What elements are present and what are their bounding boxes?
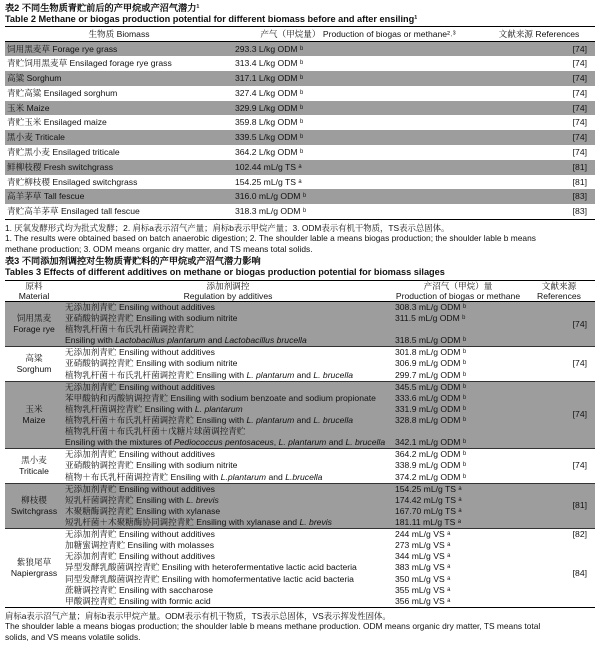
regulation-cell: 植物乳杆菌＋布氏乳杆菌＋戊糖片球菌调控青贮 xyxy=(65,426,246,437)
table-row xyxy=(5,313,595,324)
table-row xyxy=(5,573,595,584)
table-row xyxy=(5,528,595,540)
regulation-cell: 亚硝酸钠调控青贮 Ensiling with sodium nitrite xyxy=(65,460,238,471)
material-en: Maize xyxy=(22,414,46,425)
production-cell: 333.6 mL/g ODM ᵇ xyxy=(395,392,467,403)
table2-header-references: 文献来源 References xyxy=(498,28,580,39)
regulation-cell: 无添加剂青贮 Ensiling without additives xyxy=(65,302,215,312)
reference-cell: [81] xyxy=(572,176,587,187)
table3-header-material-cn: 原料 xyxy=(25,281,43,291)
production-cell: 339.5 L/kg ODM ᵇ xyxy=(235,132,304,143)
production-cell: 344 mL/g VS ᵃ xyxy=(395,551,451,562)
table3-caption-en: Tables 3 Effects of different additives on methane or biogas production potential for biomass silages xyxy=(5,267,445,277)
table2-footnote-cn: 1. 厌氧发酵形式均为批式发酵；2. 肩标a表示沼气产量；肩标b表示甲烷产量；3. ODM表示有机干物质，TS表示总固体。 xyxy=(5,222,450,233)
table-row xyxy=(5,517,595,529)
regulation-cell: 木聚糖酶调控青贮 Ensiling with xylanase xyxy=(65,505,221,516)
table-row xyxy=(5,71,595,86)
table3-header-references-cn: 文献来源 xyxy=(541,281,577,291)
material-cell xyxy=(5,347,63,381)
production-cell: 355 mL/g VS ᵃ xyxy=(395,584,451,595)
table3-header-production-cn: 产沼气（甲烷）量 xyxy=(423,281,493,291)
material-cn: 玉米 xyxy=(25,403,43,414)
production-cell: 244 mL/g VS ᵃ xyxy=(395,528,451,539)
regulation-cell: 无添加剂青贮 Ensiling without additives xyxy=(65,528,215,539)
biomass-cell: 玉米 Maize xyxy=(7,102,50,113)
table-row xyxy=(5,42,595,57)
material-cell xyxy=(5,528,63,607)
table-row xyxy=(5,324,595,335)
table-row xyxy=(5,437,595,449)
material-en: Napiergrass xyxy=(10,567,58,578)
regulation-cell: 无添加剂青贮 Ensiling without additives xyxy=(65,449,215,460)
production-cell: 167.70 mL/g TS ᵃ xyxy=(395,505,462,516)
table-row xyxy=(5,540,595,551)
table3-header-regulation-cn: 添加剂调控 xyxy=(206,281,250,291)
production-cell: 383 mL/g VS ᵃ xyxy=(395,562,451,573)
table-row xyxy=(5,370,595,382)
production-cell: 356 mL/g VS ᵃ xyxy=(395,595,451,606)
material-cell xyxy=(5,381,63,449)
reference-cell: [74] xyxy=(572,102,587,113)
material-en: Forage rye xyxy=(13,324,55,335)
table-row xyxy=(5,130,595,145)
regulation-cell: 加糖蜜调控青贮 Ensiling with molasses xyxy=(65,539,214,550)
table2-body xyxy=(5,42,595,220)
material-en: Triticale xyxy=(19,465,49,476)
biomass-cell: 青贮柳枝稷 Ensilaged switchgrass xyxy=(7,176,138,187)
regulation-cell: 异型发酵乳酸菌调控青贮 Ensiling with heterofermentative lactic acid bacteria xyxy=(65,562,357,573)
production-cell: 174.42 mL/g TS ᵃ xyxy=(395,494,462,505)
production-cell: 364.2 L/kg ODM ᵇ xyxy=(235,146,304,157)
table3-header-production xyxy=(393,281,523,302)
regulation-cell: 无添加剂青贮 Ensiling without additives xyxy=(65,483,215,494)
table3-header-regulation-en: Regulation by additives xyxy=(183,291,273,301)
regulation-cell: 甲酸调控青贮 Ensiling with formic acid xyxy=(65,595,211,606)
table3-body xyxy=(5,302,595,608)
table3-header-production-en: Production of biogas or methane xyxy=(395,291,521,301)
biomass-cell: 青贮黑小麦 Ensilaged triticale xyxy=(7,146,120,157)
table2-header-biomass: 生物质 Biomass xyxy=(88,28,150,39)
production-cell: 301.8 mL/g ODM ᵇ xyxy=(395,347,467,358)
regulation-cell: 短乳杆菌＋木聚糖酶协同调控青贮 Ensiling with xylanase and L. brevis xyxy=(65,516,332,527)
table3-header-references xyxy=(523,281,595,302)
table-row xyxy=(5,335,595,347)
production-cell: 342.1 mL/g ODM ᵇ xyxy=(395,437,467,448)
reference-cell: [74] xyxy=(572,409,587,420)
table-row xyxy=(5,426,595,437)
table-row xyxy=(5,175,595,190)
table3-footnote-cn: 肩标a表示沼气产量；肩标b表示甲烷产量。ODM表示有机干物质，TS表示总固体，VS表示挥发性固体。 xyxy=(5,610,391,621)
biomass-cell: 青贮饲用黑麦草 Ensilaged forage rye grass xyxy=(7,58,172,69)
regulation-cell: 植物乳杆菌＋布氏乳杆菌调控青贮 Ensiling with L. plantarum and L. brucella xyxy=(65,415,354,426)
material-cell xyxy=(5,302,63,347)
table-row xyxy=(5,347,595,359)
reference-cell: [83] xyxy=(572,205,587,216)
production-cell: 329.9 L/kg ODM ᵇ xyxy=(235,102,304,113)
reference-cell: [74] xyxy=(572,132,587,143)
table-row xyxy=(5,562,595,573)
biomass-cell: 高羊茅草 Tall fescue xyxy=(7,191,85,202)
biomass-cell: 饲用黑麦草 Forage rye grass xyxy=(7,43,118,54)
table-row xyxy=(5,358,595,369)
biomass-cell: 鲜柳枝稷 Fresh switchgrass xyxy=(7,161,114,172)
table3-caption-cn: 表3 不同添加剂调控对生物质青贮料的产甲烷或产沼气潜力影响 xyxy=(5,256,261,266)
table3-footnote-en-1: The shoulder lable a means biogas production; the shoulder lable b means methane production. ODM means organic dry matter, TS means total xyxy=(5,621,541,632)
production-cell: 318.3 mL/g ODM ᵇ xyxy=(235,205,307,216)
production-cell: 308.3 mL/g ODM ᵇ xyxy=(395,302,467,312)
table-row xyxy=(5,506,595,517)
production-cell: 293.3 L/kg ODM ᵇ xyxy=(235,43,304,54)
reference-cell: [81] xyxy=(572,500,587,511)
table2-section xyxy=(5,3,595,254)
reference-cell: [74] xyxy=(572,117,587,128)
production-cell: 311.5 mL/g ODM ᵇ xyxy=(395,313,466,324)
production-cell: 316.0 mL/g ODM ᵇ xyxy=(235,191,307,202)
production-cell: 327.4 L/kg ODM ᵇ xyxy=(235,87,304,98)
table-row xyxy=(5,415,595,426)
reference-cell: [82] xyxy=(572,528,587,539)
table-row xyxy=(5,145,595,160)
table-row xyxy=(5,460,595,471)
table-row xyxy=(5,472,595,484)
table-row xyxy=(5,483,595,495)
regulation-cell: 亚硝酸钠调控青贮 Ensiling with sodium nitrite xyxy=(65,313,238,324)
biomass-cell: 青贮高粱 Ensilaged sorghum xyxy=(7,87,118,98)
material-cn: 紫狼尾草 xyxy=(16,556,52,567)
regulation-cell: 同型发酵乳酸菌调控青贮 Ensiling with homofermentative lactic acid bacteria xyxy=(65,573,354,584)
table-row xyxy=(5,86,595,101)
table3-header-material xyxy=(5,281,63,302)
table3-section xyxy=(5,256,595,643)
table-row xyxy=(5,551,595,562)
table2-footnote-en-2: methane production; 3. ODM means organic dry matter, and TS means total solids. xyxy=(5,243,313,254)
table2 xyxy=(5,26,595,220)
table-row xyxy=(5,204,595,219)
table-row xyxy=(5,160,595,175)
production-cell: 331.9 mL/g ODM ᵇ xyxy=(395,403,467,414)
production-cell: 102.44 mL/g TS ᵃ xyxy=(235,161,302,172)
material-cn: 高粱 xyxy=(25,352,43,363)
table-row xyxy=(5,596,595,608)
production-cell: 338.9 mL/g ODM ᵇ xyxy=(395,460,467,471)
reference-cell: [74] xyxy=(572,460,587,471)
regulation-cell: 无添加剂青贮 Ensiling without additives xyxy=(65,381,215,392)
production-cell: 317.1 L/kg ODM ᵇ xyxy=(235,72,304,83)
production-cell: 374.2 mL/g ODM ᵇ xyxy=(395,471,467,482)
table-row xyxy=(5,302,595,314)
material-cn: 柳枝稷 xyxy=(21,494,47,505)
regulation-cell: 蔗糖调控青贮 Ensiling with saccharose xyxy=(65,584,214,595)
material-en: Switchgrass xyxy=(10,505,58,516)
regulation-cell: 植物乳杆菌＋布氏乳杆菌调控青贮 xyxy=(65,324,194,335)
production-cell: 328.8 mL/g ODM ᵇ xyxy=(395,415,467,426)
table-row xyxy=(5,585,595,596)
regulation-cell: Ensiling with Lactobacillus plantarum and Lactobacillus brucella xyxy=(65,335,307,346)
table2-caption-cn: 表2 不同生物质青贮前后的产甲烷或产沼气潜力¹ xyxy=(5,3,200,13)
table3 xyxy=(5,280,595,608)
production-cell: 318.5 mL/g ODM ᵇ xyxy=(395,335,467,346)
table2-footnote-en-1: 1. The results were obtained based on batch anaerobic digestion; 2. The shoulder lable a means biogas production; the shoulder lable b means xyxy=(5,233,536,244)
production-cell: 359.8 L/kg ODM ᵇ xyxy=(235,117,304,128)
table-row xyxy=(5,393,595,404)
reference-cell: [74] xyxy=(572,43,587,54)
regulation-cell: 植物＋布氏乳杆菌调控青贮 Ensiling with L.plantarum and L.brucella xyxy=(65,471,323,482)
production-cell: 345.5 mL/g ODM ᵇ xyxy=(395,381,467,392)
production-cell xyxy=(393,324,523,335)
table-row xyxy=(5,495,595,506)
production-cell: 273 mL/g VS ᵃ xyxy=(395,539,451,550)
reference-cell: [74] xyxy=(572,358,587,369)
reference-cell: [83] xyxy=(572,191,587,202)
regulation-cell: Ensiling with the mixtures of Pediococcus pentosaceus, L. plantarum and L. brucella xyxy=(65,437,386,448)
table-row xyxy=(5,101,595,116)
table3-header-regulation xyxy=(63,281,393,302)
production-cell: 154.25 mL/g TS ᵃ xyxy=(235,176,302,187)
table-row xyxy=(5,189,595,204)
regulation-cell: 植物乳杆菌＋布氏乳杆菌调控青贮 Ensiling with L. plantarum and L. brucella xyxy=(65,369,354,380)
material-cn: 饲用黑麦 xyxy=(16,313,52,324)
reference-cell: [74] xyxy=(572,87,587,98)
table-row xyxy=(5,56,595,71)
production-cell: 313.4 L/kg ODM ᵇ xyxy=(235,58,304,69)
regulation-cell: 亚硝酸钠调控青贮 Ensiling with sodium nitrite xyxy=(65,358,238,369)
reference-cell: [74] xyxy=(572,318,587,329)
material-cell xyxy=(5,449,63,483)
production-cell: 364.2 mL/g ODM ᵇ xyxy=(395,449,467,460)
table3-footnote-en-2: solids, and VS means volatile solids. xyxy=(5,632,141,642)
production-cell xyxy=(393,426,523,437)
biomass-cell: 高粱 Sorghum xyxy=(7,72,62,83)
production-cell: 154.25 mL/g TS ᵃ xyxy=(395,483,462,494)
regulation-cell: 短乳杆菌调控青贮 Ensiling with L. brevis xyxy=(65,494,219,505)
reference-cell: [74] xyxy=(572,72,587,83)
material-cn: 黑小麦 xyxy=(21,454,47,465)
reference-cell: [84] xyxy=(572,567,587,578)
table2-header-production: 产气（甲烷量） Production of biogas or methane²˒³ xyxy=(260,28,456,39)
production-cell: 181.11 mL/g TS ᵃ xyxy=(395,516,461,527)
production-cell: 299.7 mL/g ODM ᵇ xyxy=(395,369,467,380)
material-cell xyxy=(5,483,63,528)
biomass-cell: 青贮高羊茅草 Ensilaged tall fescue xyxy=(7,205,140,216)
table-row xyxy=(5,381,595,393)
regulation-cell: 无添加剂青贮 Ensiling without additives xyxy=(65,551,215,562)
table2-caption-en: Table 2 Methane or biogas production potential for different biomass before and after ensiling¹ xyxy=(5,14,418,24)
reference-cell: [74] xyxy=(572,58,587,69)
biomass-cell: 青贮玉米 Ensilaged maize xyxy=(7,117,107,128)
reference-cell: [81] xyxy=(572,161,587,172)
production-cell: 306.9 mL/g ODM ᵇ xyxy=(395,358,467,369)
table3-header-material-en: Material xyxy=(18,291,50,301)
table-row xyxy=(5,404,595,415)
reference-cell: [74] xyxy=(572,146,587,157)
biomass-cell: 黑小麦 Triticale xyxy=(7,132,65,143)
regulation-cell: 植物乳杆菌调控青贮 Ensiling with L. plantarum xyxy=(65,403,243,414)
table3-header-references-en: References xyxy=(537,291,581,301)
regulation-cell: 无添加剂青贮 Ensiling without additives xyxy=(65,347,215,358)
material-en: Sorghum xyxy=(16,363,52,374)
table-row xyxy=(5,449,595,461)
table-row xyxy=(5,115,595,130)
production-cell: 350 mL/g VS ᵃ xyxy=(395,573,451,584)
regulation-cell: 苯甲酸钠和丙酸钠调控青贮 Ensiling with sodium benzoate and sodium propionate xyxy=(65,392,376,403)
